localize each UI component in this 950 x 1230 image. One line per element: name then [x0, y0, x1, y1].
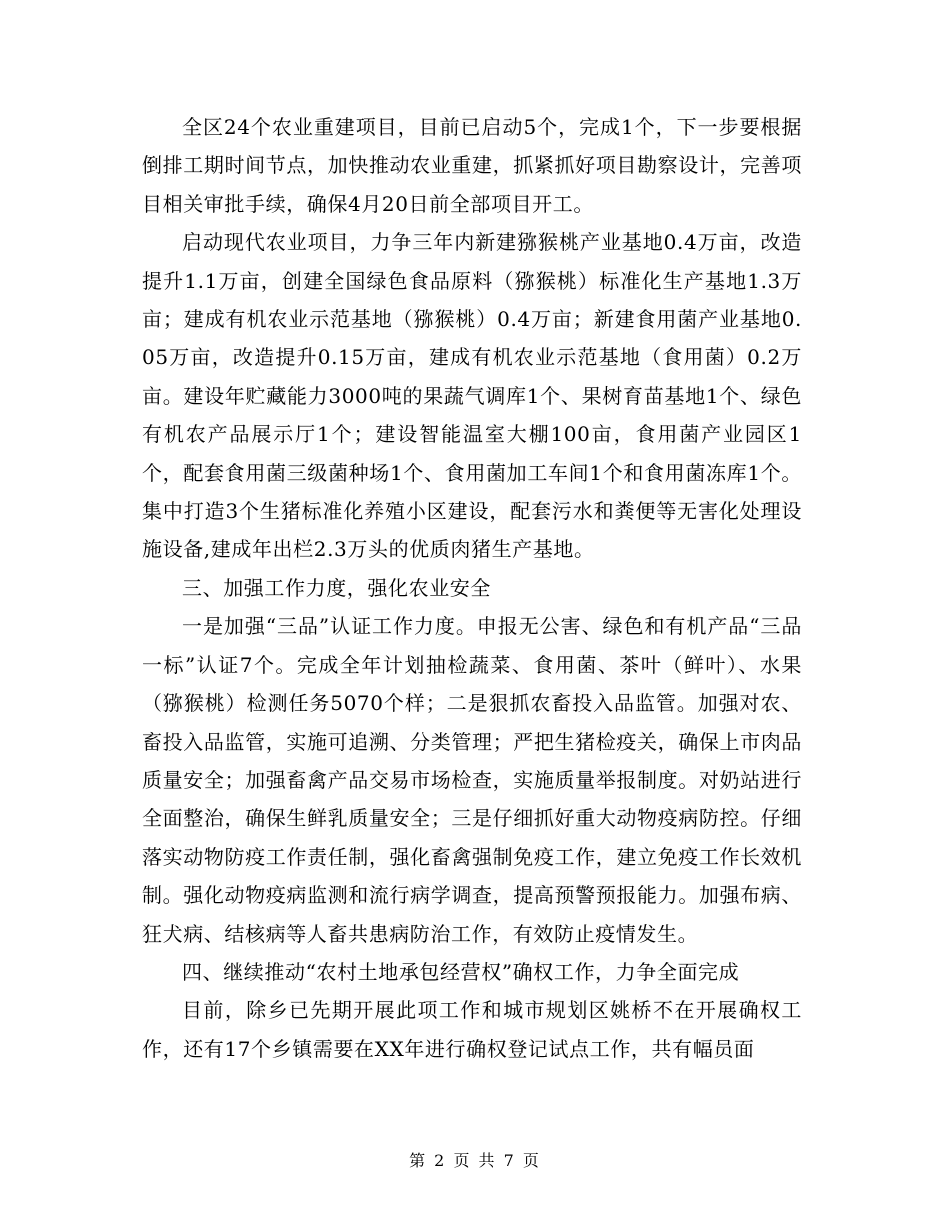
document-body: [142, 108, 802, 1068]
section-heading-land-rights: 四、继续推动“农村土地承包经营权”确权工作，力争全面完成: [182, 959, 740, 984]
section-heading-agri-safety: 三、加强工作力度，强化农业安全: [182, 575, 491, 600]
paragraph-modern-agri-projects: 启动现代农业项目，力争三年内新建猕猴桃产业基地0.4万亩，改造提升1.1万亩，创建全国绿色食品原料（猕猴桃）标准化生产基地1.3万亩；建成有机农业示范基地（猕猴桃）0.4万亩；新建食用菌产业基地0.05万亩，改造提升0.15万亩，建成有机农业示范基地（食用菌）0.2万亩。建设年贮藏能力3000吨的果蔬气调库1个、果树育苗基地1个、绿色有机农产品展示厅1个；建设智能温室大棚100亩，食用菌产业园区1个，配套食用菌三级菌种场1个、食用菌加工车间1个和食用菌冻库1个。集中打造3个生猪标准化养殖小区建设，配套污水和粪便等无害化处理设施设备,建成年出栏2.3万头的优质肉猪生产基地。: [142, 230, 802, 562]
paragraph-certification-and-safety: 一是加强“三品”认证工作力度。申报无公害、绿色和有机产品“三品一标”认证7个。完成全年计划抽检蔬菜、食用菌、茶叶（鲜叶）、水果（猕猴桃）检测任务5070个样；二是狠抓农畜投入品监管。加强对农、畜投入品监管，实施可追溯、分类管理；严把生猪检疫关，确保上市肉品质量安全；加强畜禽产品交易市场检查，实施质量举报制度。对奶站进行全面整治，确保生鲜乳质量安全；三是仔细抓好重大动物疫病防控。仔细落实动物防疫工作责任制，强化畜禽强制免疫工作，建立免疫工作长效机制。强化动物疫病监测和流行病学调查，提高预警预报能力。加强布病、狂犬病、结核病等人畜共患病防治工作，有效防止疫情发生。: [142, 614, 802, 946]
paragraph-land-rights-progress: 目前，除乡已先期开展此项工作和城市规划区姚桥不在开展确权工作，还有17个乡镇需要在XX年进行确权登记试点工作，共有幅员面: [142, 998, 802, 1061]
page-number-footer: 第 2 页 共 7 页: [409, 1151, 541, 1170]
paragraph-agri-rebuild: 全区24个农业重建项目，目前已启动5个，完成1个，下一步要根据倒排工期时间节点，加快推动农业重建，抓紧抓好项目勘察设计，完善项目相关审批手续，确保4月20日前全部项目开工。: [142, 115, 802, 216]
